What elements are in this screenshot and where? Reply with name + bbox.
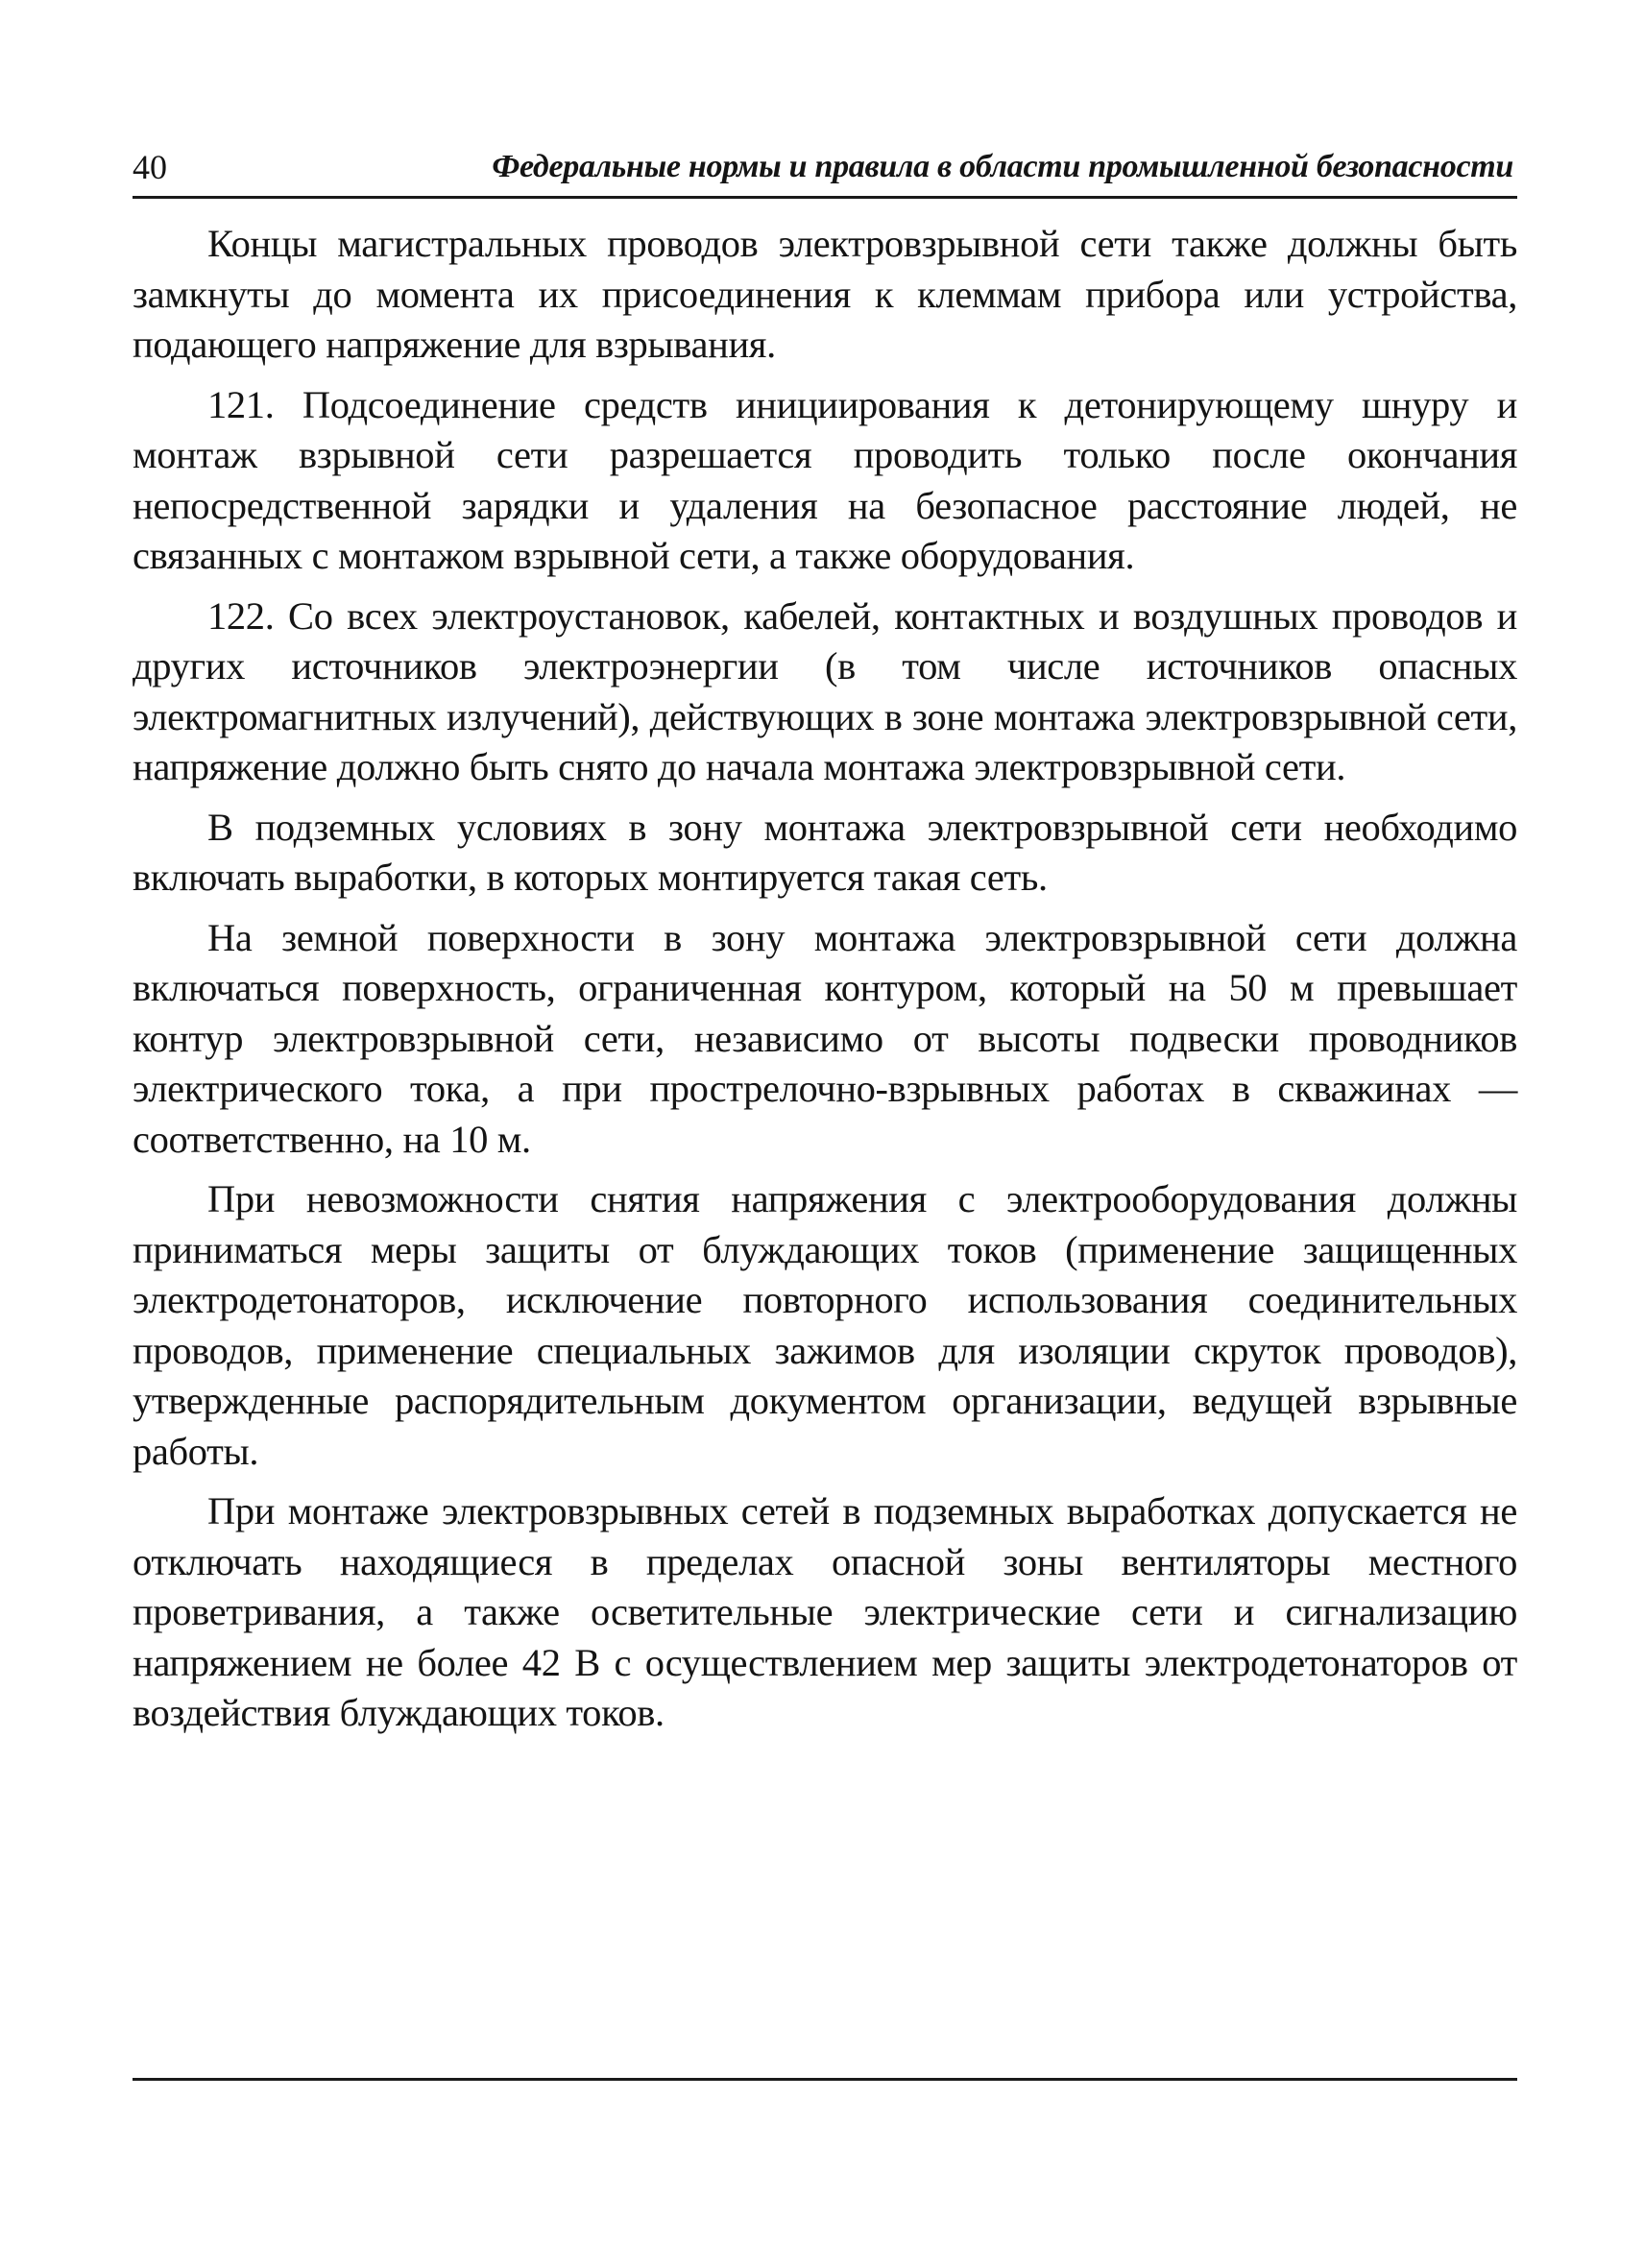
paragraph: На земной поверхности в зону монтажа электровзрывной сети должна включаться поверхность, ограниченная контуром, который на 50 м превышает контур электровзрывной сети, независимо от высоты подвески проводников электрического тока, а при прострелочно-взрывных работах в скважинах — соответственно, на 10 м. bbox=[133, 915, 1517, 1161]
paragraph: При монтаже электровзрывных сетей в подземных выработках допускается не отключать находящиеся в пределах опасной зоны вентиляторы местного проветривания, а также осветительные электрические сети и сигнализацию напряжением не более 42 В с осуществлением мер защиты электродетонаторов от воздействия блуждающих токов. bbox=[133, 1489, 1517, 1734]
running-title: Федеральные нормы и правила в области промышленной безопасности bbox=[492, 149, 1513, 184]
page-header bbox=[133, 142, 1517, 199]
paragraph: Концы магистральных проводов электровзрывной сети также должны быть замкнуты до момента их присоединения к клеммам прибора или устройства, подающего напряжение для взрывания. bbox=[133, 222, 1517, 366]
paragraph: При невозможности снятия напряжения с электрооборудования должны приниматься меры защиты от блуждающих токов (применение защищенных электродетонаторов, исключение повторного использования соединительных проводов, применение специальных зажимов для изоляции скруток проводов), утвержденные распорядительным документом организации, ведущей взрывные работы. bbox=[133, 1177, 1517, 1473]
paragraph-121: 121. Подсоединение средств инициирования к детонирующему шнуру и монтаж взрывной сети разрешается проводить только после окончания непосредственной зарядки и удаления на безопасное расстояние людей, не связанных с монтажом взрывной сети, а также оборудования. bbox=[133, 382, 1517, 577]
paragraph: В подземных условиях в зону монтажа электровзрывной сети необходимо включать выработки, в которых монтируется такая сеть. bbox=[133, 805, 1517, 899]
page-number: 40 bbox=[133, 148, 167, 186]
body-text bbox=[133, 219, 1517, 1749]
paragraph-122: 122. Со всех электроустановок, кабелей, контактных и воздушных проводов и других источников электроэнергии (в том числе источников опасных электромагнитных излучений), действующих в зоне монтажа электровзрывной сети, напряжение должно быть снято до начала монтажа электровзрывной сети. bbox=[133, 593, 1517, 788]
footer-divider bbox=[133, 2078, 1517, 2081]
